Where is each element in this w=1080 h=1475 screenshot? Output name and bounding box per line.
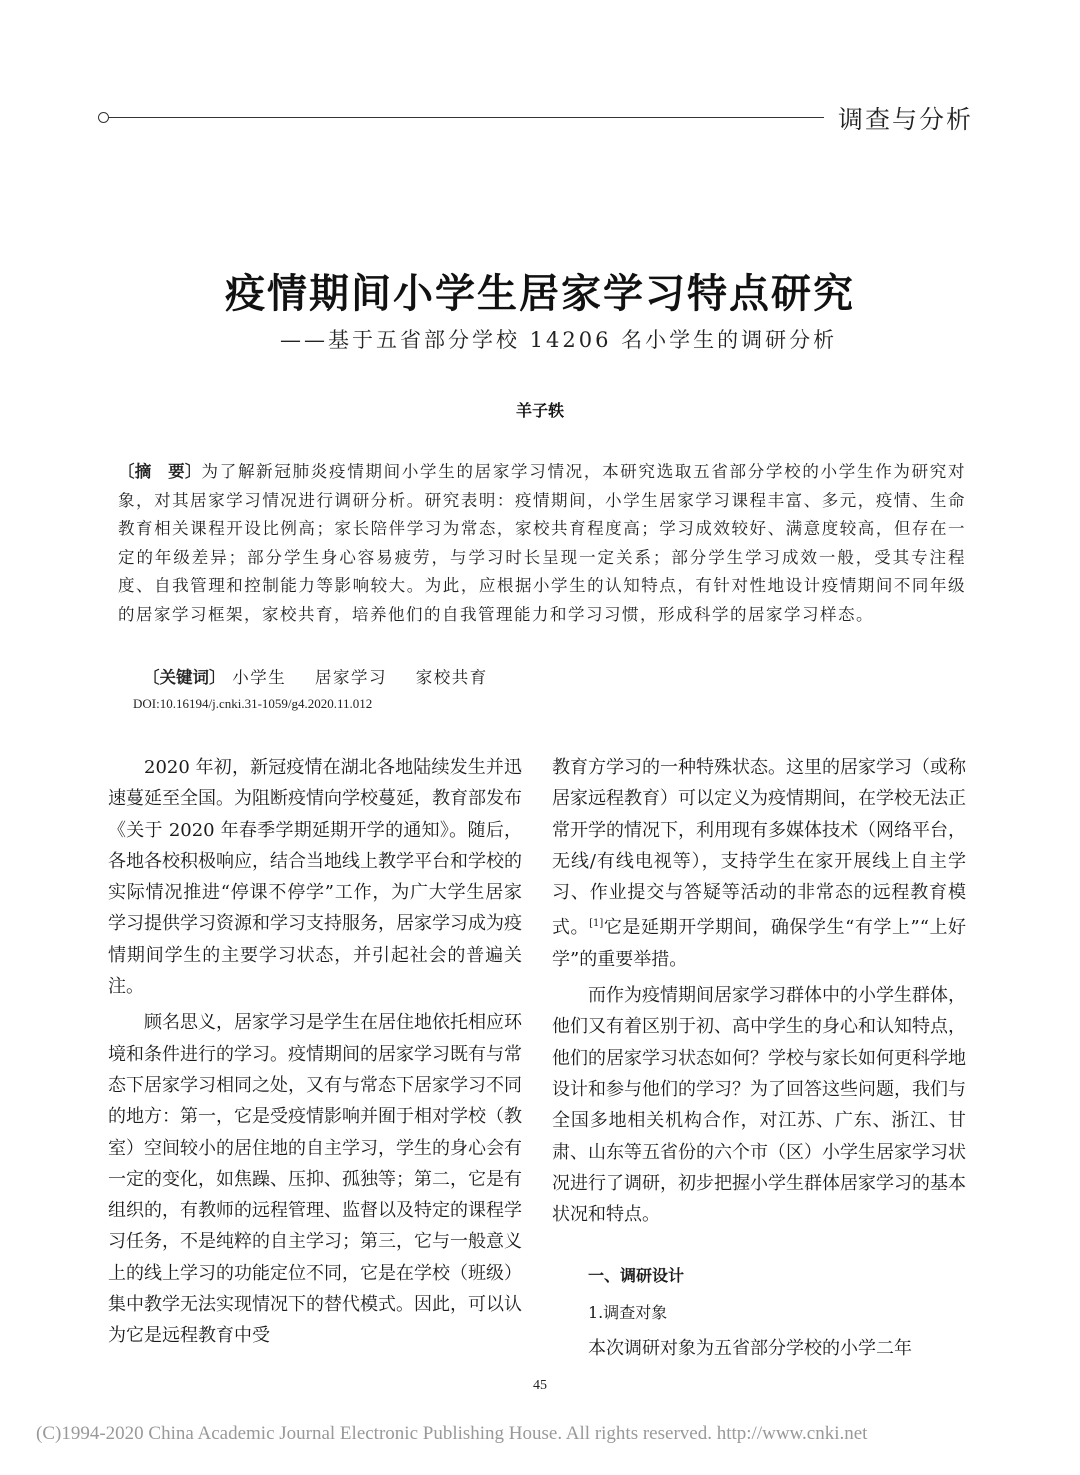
subsection-heading: 1.调查对象 xyxy=(588,1302,668,1322)
body-text: 它是延期开学期间，确保学生“有学上”“上好学”的重要举措。 xyxy=(552,917,967,970)
article-title: 疫情期间小学生居家学习特点研究 xyxy=(225,271,855,317)
body-paragraph: 2020 年初，新冠疫情在湖北各地陆续发生并迅速蔓延至全国。为阻断疫情向学校蔓延，教育部发布《关于 2020 年春季学期延期开学的通知》。随后，各地各校积极响应，结合当地线上教学平台和学校的实际情况推进“停课不停学”工作，为广大学生居家学习提供学习资源和学习支持服务，居家学习成为疫情期间学生的主要学习状态，并引起社会的普遍关注。 xyxy=(108,757,522,998)
doi-link[interactable]: DOI:10.16194/j.cnki.31-1059/g4.2020.11.012 xyxy=(133,696,373,711)
keyword-item: 小学生 xyxy=(232,668,287,687)
body-paragraph: 而作为疫情期间居家学习群体中的小学生群体，他们又有着区别于初、高中学生的身心和认知特点，他们的居家学习状态如何？学校与家长如何更科学地设计和参与他们的学习？为了回答这些问题，我们与全国多地相关机构合作，对江苏、广东、浙江、甘肃、山东等五省份的六个市（区）小学生居家学习状况进行了调研，初步把握小学生群体居家学习的基本状况和特点。 xyxy=(552,985,966,1226)
copyright-footer: (C)1994-2020 China Academic Journal Electronic Publishing House. All rights reserved. http://www.cnki.net xyxy=(36,1423,868,1444)
reference-marker[interactable]: [1] xyxy=(589,918,604,930)
body-paragraph: 本次调研对象为五省部分学校的小学二年 xyxy=(588,1338,912,1360)
section-label: 调查与分析 xyxy=(838,105,974,134)
page-number: 45 xyxy=(533,1378,547,1393)
keyword-item: 家校共育 xyxy=(415,668,488,687)
body-paragraph xyxy=(552,752,966,975)
body-text: 教育方学习的一种特殊状态。这里的居家学习（或称居家远程教育）可以定义为疫情期间，在学校无法正常开学的情况下，利用现有多媒体技术（网络平台，无线/有线电视等），支持学生在家开展线上自主学习、作业提交与答疑等活动的非常态的远程教育模式。 xyxy=(552,757,966,939)
section-heading: 一、调研设计 xyxy=(588,1266,685,1286)
body-paragraph: 顾名思义，居家学习是学生在居住地依托相应环境和条件进行的学习。疫情期间的居家学习既有与常态下居家学习相同之处，又有与常态下居家学习不同的地方：第一，它是受疫情影响并囿于相对学校（教室）空间较小的居住地的自主学习，学生的身心会有一定的变化，如焦躁、压抑、孤独等；第二，它是有组织的，有教师的远程管理、监督以及特定的课程学习任务，不是纯粹的自主学习；第三，它与一般意义上的线上学习的功能定位不同，它是在学校（班级）集中教学无法实现情况下的替代模式。因此，可以认为它是远程教育中受 xyxy=(108,1012,522,1347)
article-subtitle: ——基于五省部分学校 14206 名小学生的调研分析 xyxy=(280,328,838,352)
abstract-text: 为了解新冠肺炎疫情期间小学生的居家学习情况，本研究选取五省部分学校的小学生作为研究对象，对其居家学习情况进行调研分析。研究表明：疫情期间，小学生居家学习课程丰富、多元，疫情、生命教育相关课程开设比例高；家长陪伴学习为常态，家校共育程度高；学习成效较好、满意度较高，但存在一定的年级差异；部分学生身心容易疲劳，与学习时长呈现一定关系；部分学生学习成效一般，受其专注程度、自我管理和控制能力等影响较大。为此，应根据小学生的认知特点，有针对性地设计疫情期间不同年级的居家学习框架，家校共育，培养他们的自我管理能力和学习习惯，形成科学的居家学习样态。 xyxy=(118,462,967,624)
body-right-column xyxy=(552,752,966,1369)
abstract xyxy=(118,458,966,629)
header-rule-line xyxy=(108,117,824,118)
keywords-label: 〔关键词〕 xyxy=(143,668,226,687)
abstract-label: 〔摘 要〕 xyxy=(118,462,202,481)
body-left-column xyxy=(108,752,522,1357)
keywords xyxy=(143,664,510,688)
article-author: 羊子轶 xyxy=(515,401,564,420)
keyword-item: 居家学习 xyxy=(315,668,387,687)
